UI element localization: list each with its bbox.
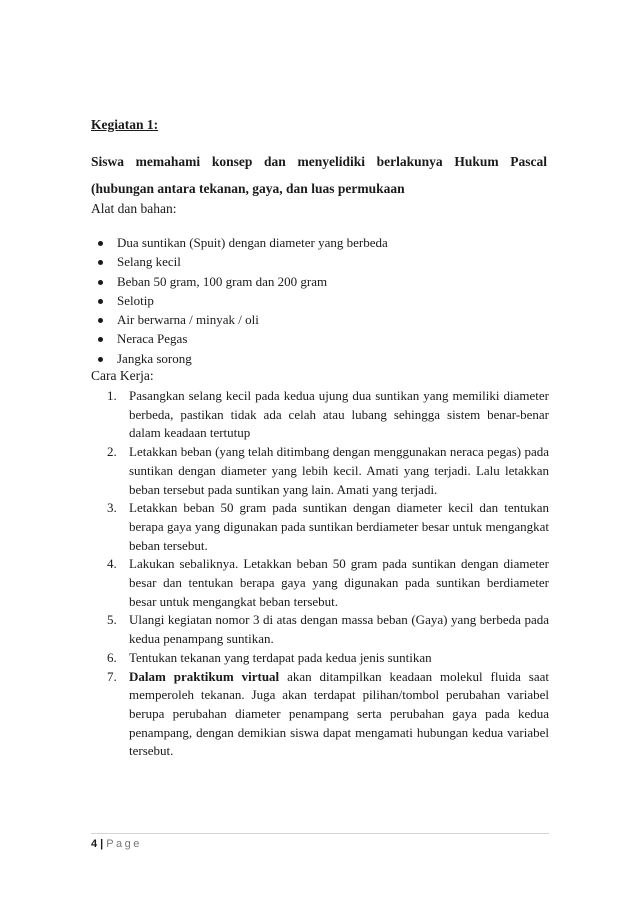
step-item: 5. Ulangi kegiatan nomor 3 di atas dengan massa beban (Gaya) yang berbeda pada kedua penampang suntikan. <box>107 612 549 647</box>
list-item: Beban 50 gram, 100 gram dan 200 gram <box>91 272 388 291</box>
list-item: Selang kecil <box>91 252 388 271</box>
activity-intro: Siswa memahami konsep dan menyelidiki berlakunya Hukum Pascal (hubungan antara tekanan, gaya, dan luas permukaan <box>91 154 547 196</box>
page-number: 4 <box>91 838 98 850</box>
list-item: Selotip <box>91 291 388 310</box>
step-item: 2. Letakkan beban (yang telah ditimbang dengan menggunakan neraca pegas) pada suntikan dengan diameter yang lebih kecil. Amati yang terjadi. Lalu letakkan beban tersebut pada suntikan yang lain. Amati yang terjadi. <box>107 444 549 497</box>
bullet-icon <box>98 241 103 246</box>
materials-list <box>91 233 388 368</box>
bullet-icon <box>98 318 103 323</box>
bullet-icon <box>98 280 103 285</box>
materials-label: Alat dan bahan: <box>91 201 177 216</box>
bullet-icon <box>98 357 103 362</box>
page-footer <box>91 838 142 850</box>
step-item: 1. Pasangkan selang kecil pada kedua ujung dua suntikan yang memiliki diameter berbeda, pastikan tidak ada celah atau lubang sehingga sistem benar-benar dalam keadaan tertutup <box>107 388 549 441</box>
page-word: Page <box>106 838 142 850</box>
step-item: 3. Letakkan beban 50 gram pada suntikan dengan diameter kecil dan tentukan berapa gaya yang digunakan pada suntikan berdiameter besar untuk mengangkat beban tersebut. <box>107 500 549 553</box>
footer-divider <box>91 833 549 834</box>
procedure-label: Cara Kerja: <box>91 368 154 383</box>
activity-heading: Kegiatan 1: <box>91 117 159 132</box>
step-item: 7. Dalam praktikum virtual akan ditampilkan keadaan molekul fluida saat memperoleh tekanan. Juga akan terdapat pilihan/tombol perubahan variabel berupa perubahan diameter penampang serta perubahan gaya pada kedua penampang, dengan demikian siswa dapat mengamati hubungan kedua variabel tersebut. <box>107 668 550 759</box>
step-item: 6. Tentukan tekanan yang terdapat pada kedua jenis suntikan <box>107 649 432 665</box>
list-item: Jangka sorong <box>91 349 388 368</box>
procedure-steps <box>91 387 549 761</box>
bullet-icon <box>98 299 103 304</box>
step-item: 4. Lakukan sebaliknya. Letakkan beban 50 gram pada suntikan dengan diameter besar dan tentukan berapa gaya yang digunakan pada suntikan berdiameter besar untuk mengangkat beban tersebut. <box>107 556 549 609</box>
step-bold-phrase: Dalam praktikum virtual <box>129 668 280 684</box>
list-item: Air berwarna / minyak / oli <box>91 310 388 329</box>
list-item: Dua suntikan (Spuit) dengan diameter yang berbeda <box>91 233 388 252</box>
footer-separator: | <box>100 838 104 850</box>
list-item: Neraca Pegas <box>91 329 388 348</box>
bullet-icon <box>98 260 103 265</box>
bullet-icon <box>98 337 103 342</box>
